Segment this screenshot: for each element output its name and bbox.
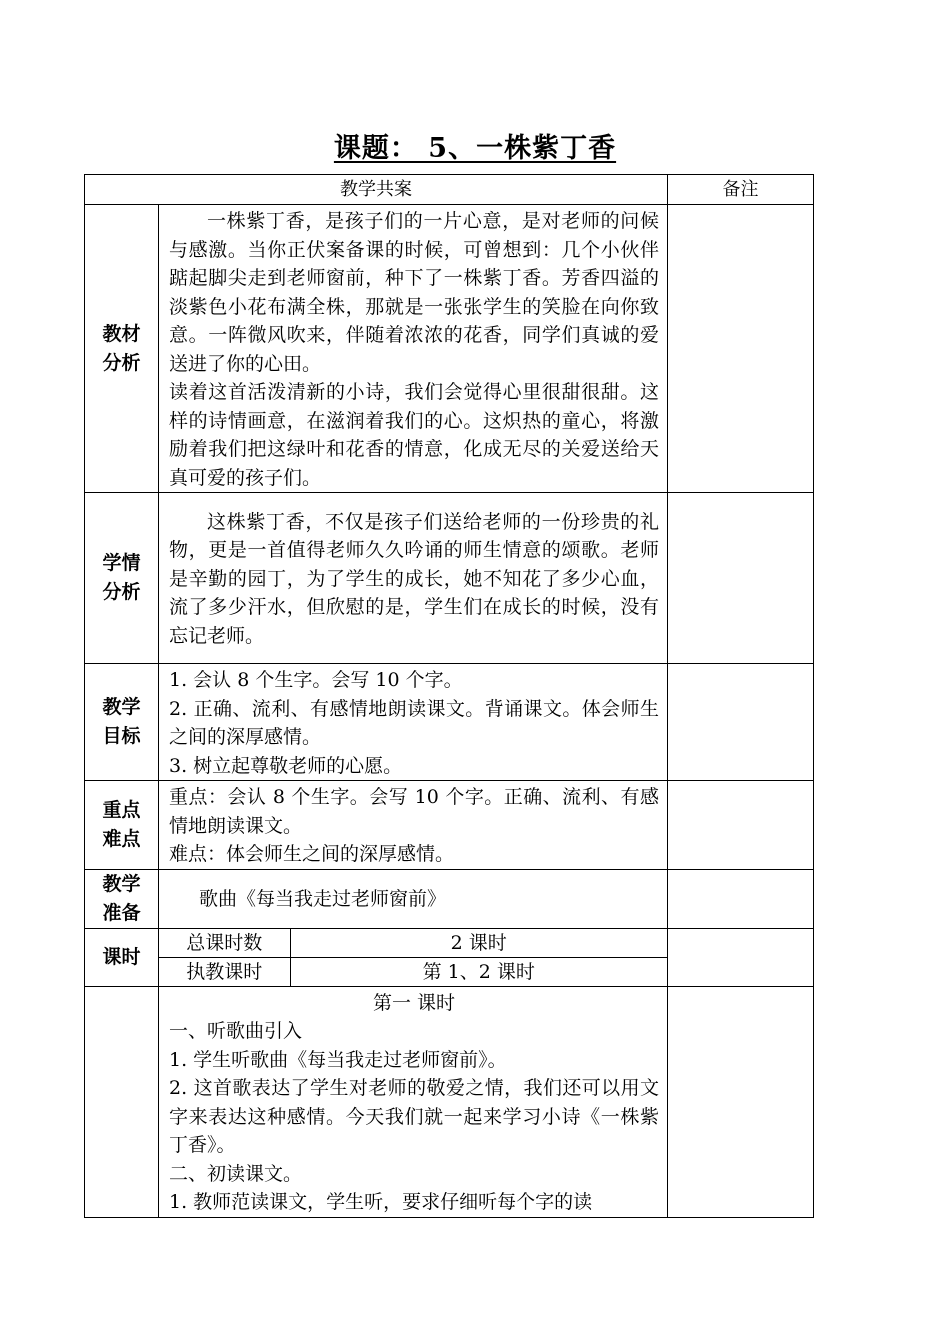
textbook-analysis-paragraph-1: 一株紫丁香，是孩子们的一片心意，是对老师的问候与感激。当你正伏案备课的时候，可曾想到：几个小伙伴踮起脚尖走到老师窗前，种下了一株紫丁香。芳香四溢的淡紫色小花布满全株，那就是一张张学生的笑脸在向你致意。一阵微风吹来，伴随着浓浓的花香，同学们真诚的爱送进了你的心田。 (169, 210, 659, 375)
notes-cell (668, 493, 814, 664)
student-analysis-content (159, 493, 668, 664)
total-hours-label: 总课时数 (159, 929, 290, 958)
notes-cell (668, 781, 814, 870)
row-label-teaching-goals: 教学 目标 (85, 664, 159, 781)
lesson-line: 二、初读课文。 (169, 1162, 303, 1185)
current-hours-value: 第 1、2 课时 (422, 960, 535, 983)
lesson-plan-table (84, 174, 814, 1218)
notes-cell (668, 664, 814, 781)
notes-column-header: 备注 (668, 175, 814, 205)
row-label-textbook-analysis: 教材 分析 (85, 205, 159, 493)
key-point-item: 重点：会认 8 个生字。会写 10 个字。正确、流利、有感情地朗读课文。 (169, 786, 659, 837)
row-label-student-analysis: 学情 分析 (85, 493, 159, 664)
notes-cell (668, 928, 814, 986)
notes-cell (668, 205, 814, 493)
lesson-process-content (159, 986, 668, 1217)
total-hours-value: 2 课时 (290, 929, 667, 958)
textbook-analysis-content (159, 205, 668, 493)
row-label-class-hours: 课时 (85, 928, 159, 986)
lesson-line: 1. 学生听歌曲《每当我走过老师窗前》。 (169, 1048, 507, 1071)
notes-cell (668, 986, 814, 1217)
content-column-header: 教学共案 (85, 175, 668, 205)
lesson-line: 1. 教师范读课文，学生听，要求仔细听每个字的读 (169, 1191, 593, 1213)
page-title: 课题： 5、一株紫丁香 (333, 133, 617, 164)
student-analysis-paragraph: 这株紫丁香，不仅是孩子们送给老师的一份珍贵的礼物，更是一首值得老师久久吟诵的师生情意的颂歌。老师是辛勤的园丁，为了学生的成长，她不知花了多少心血，流了多少汗水，但欣慰的是，学生们在成长的时候，没有忘记老师。 (169, 510, 659, 647)
teaching-preparation-content: 歌曲《每当我走过老师窗前》 (159, 869, 668, 928)
notes-cell (668, 869, 814, 928)
lesson-line: 一、听歌曲引入 (169, 1020, 303, 1042)
lesson-line: 2. 这首歌表达了学生对老师的敬爱之情，我们还可以用文字来表达这种感情。今天我们就一起来学习小诗《一株紫丁香》。 (169, 1077, 659, 1156)
key-difficult-points-content (159, 781, 668, 870)
row-label-lesson (85, 986, 159, 1217)
textbook-analysis-paragraph-2: 读着这首活泼清新的小诗，我们会觉得心里很甜很甜。这样的诗情画意，在滋润着我们的心。这炽热的童心，将激励着我们把这绿叶和花香的情意，化成无尽的关爱送给天真可爱的孩子们。 (169, 381, 659, 489)
current-hours-label: 执教课时 (159, 957, 290, 986)
class-hours-content (159, 928, 668, 986)
goal-item: 3. 树立起尊敬老师的心愿。 (169, 754, 403, 777)
goal-item: 2. 正确、流利、有感情地朗读课文。背诵课文。体会师生之间的深厚感情。 (169, 697, 659, 748)
difficult-point-item: 难点：体会师生之间的深厚感情。 (169, 843, 455, 865)
class-hours-subtable (159, 929, 667, 986)
row-label-key-difficult-points: 重点 难点 (85, 781, 159, 870)
row-label-teaching-preparation: 教学 准备 (85, 869, 159, 928)
goal-item: 1. 会认 8 个生字。会写 10 个字。 (169, 669, 463, 691)
teaching-goals-content (159, 664, 668, 781)
lesson-heading: 第一 课时 (372, 991, 456, 1014)
